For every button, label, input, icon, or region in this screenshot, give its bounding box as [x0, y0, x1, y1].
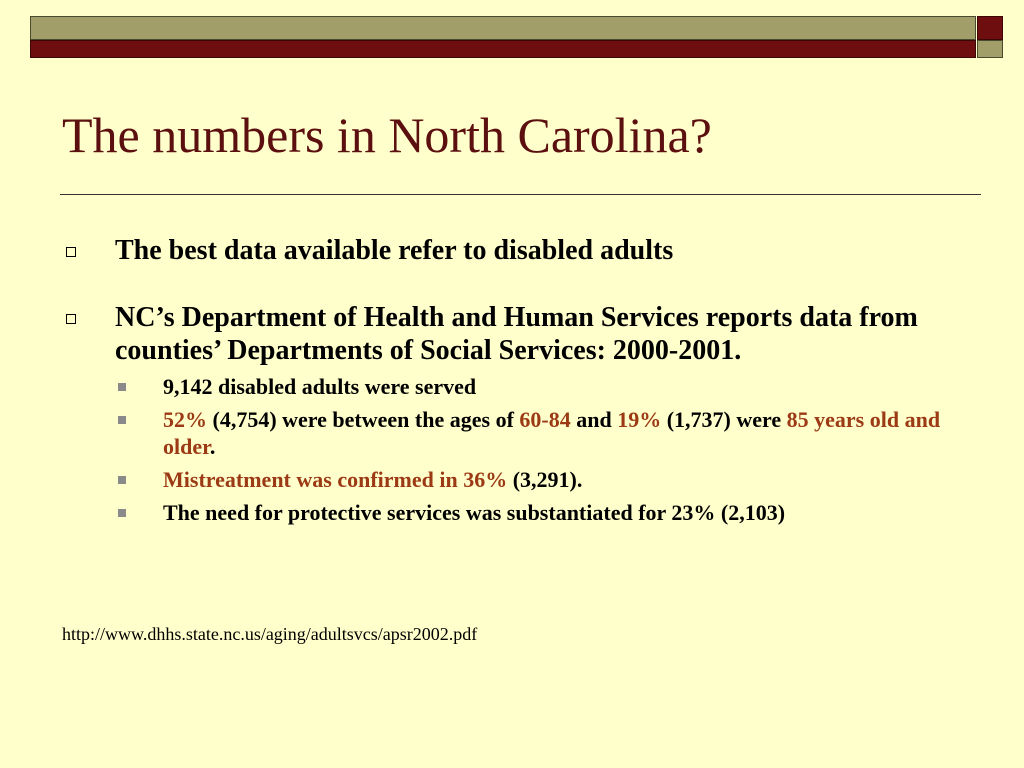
- highlight-text: Mistreatment was confirmed in 36%: [163, 467, 508, 492]
- title-divider: [60, 194, 981, 195]
- sub-bullet-item: [62, 499, 972, 526]
- bullet-item: [62, 234, 972, 267]
- hollow-square-bullet-icon: [66, 314, 76, 324]
- highlight-text: 60-84: [519, 407, 571, 432]
- source-link[interactable]: http://www.dhhs.state.nc.us/aging/adultsvcs/apsr2002.pdf: [62, 624, 478, 644]
- sub-bullet-text: Mistreatment was confirmed in 36% (3,291).: [163, 467, 583, 492]
- bullet-item: [62, 301, 972, 367]
- filled-square-bullet-icon: [118, 383, 126, 391]
- header-olive-bar: [30, 16, 976, 40]
- sub-bullet-item: [62, 406, 972, 460]
- sub-bullet-item: [62, 373, 972, 400]
- bullet-text: NC’s Department of Health and Human Services reports data from counties’ Departments of Social Services: 2000-2001.: [115, 302, 918, 366]
- sub-bullet-text: 9,142 disabled adults were served: [163, 374, 477, 399]
- bullet-text: The best data available refer to disabled adults: [115, 235, 674, 266]
- highlight-text: 85 years old and older: [163, 407, 941, 459]
- highlight-text: 52%: [163, 407, 207, 432]
- sub-bullet-text: The need for protective services was substantiated for 23% (2,103): [163, 500, 786, 525]
- header-olive-square: [977, 40, 1003, 58]
- highlight-text: 19%: [617, 407, 662, 432]
- slide-content: [62, 234, 972, 532]
- hollow-square-bullet-icon: [66, 247, 76, 257]
- filled-square-bullet-icon: [118, 476, 126, 484]
- header-maroon-square: [977, 16, 1003, 40]
- filled-square-bullet-icon: [118, 416, 126, 424]
- sub-bullet-text: 52% (4,754) were between the ages of 60-84 and 19% (1,737) were 85 years old and older.: [163, 407, 941, 459]
- filled-square-bullet-icon: [118, 509, 126, 517]
- sub-bullet-list: [62, 373, 972, 526]
- header-maroon-bar: [30, 40, 976, 58]
- slide-title: The numbers in North Carolina?: [62, 107, 712, 163]
- sub-bullet-item: [62, 466, 972, 493]
